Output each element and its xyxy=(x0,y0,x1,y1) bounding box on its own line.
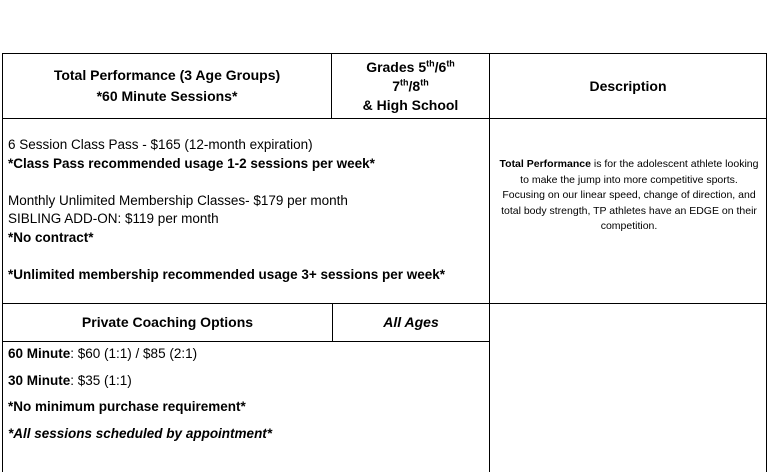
class-pass-note: *Class Pass recommended usage 1-2 sessions per week* xyxy=(8,155,375,171)
appointment-note: *All sessions scheduled by appointment* xyxy=(8,425,273,441)
option-30-minute: 30 Minute: $35 (1:1) xyxy=(8,372,132,388)
description-header-cell xyxy=(490,54,766,118)
monthly-unlimited-line: Monthly Unlimited Membership Classes- $179 per month xyxy=(8,192,348,208)
table-border-right xyxy=(766,53,767,472)
unlimited-usage-note: *Unlimited membership recommended usage 3+ sessions per week* xyxy=(8,266,446,282)
divider-header-bottom xyxy=(2,118,766,119)
private-header-cell xyxy=(3,304,332,341)
private-coaching-header: Private Coaching Options xyxy=(81,314,254,330)
private-options-cell xyxy=(8,344,486,443)
description-cell xyxy=(498,157,760,235)
sibling-addon-line: SIBLING ADD-ON: $119 per month xyxy=(8,211,219,226)
program-title: Total Performance (3 Age Groups) xyxy=(53,67,281,83)
description-text: Total Performance is for the adolescent athlete looking to make the jump into more competitive sports. Focusing on our linear speed, change of direction, and total body strength, TP athletes have an EDGE on their competition. xyxy=(499,158,759,232)
grades-line-3: & High School xyxy=(362,96,459,113)
program-title-cell xyxy=(3,54,331,118)
no-contract-note: *No contract* xyxy=(8,229,94,245)
class-pass-line: 6 Session Class Pass - $165 (12-month expiration) xyxy=(8,137,313,152)
no-minimum-note: *No minimum purchase requirement* xyxy=(8,399,246,414)
program-subtitle: *60 Minute Sessions* xyxy=(96,88,238,104)
option-60-minute: 60 Minute: $60 (1:1) / $85 (2:1) xyxy=(8,346,198,361)
grades-cell xyxy=(332,54,489,118)
grades-line-2: 7th/8th xyxy=(392,76,429,94)
private-ages-cell xyxy=(333,304,489,341)
divider-private-header-bottom xyxy=(2,341,490,342)
pricing-cell xyxy=(8,136,486,284)
spacer xyxy=(8,247,486,266)
spacer xyxy=(8,173,486,192)
grades-line-1: Grades 5th/6th xyxy=(366,57,455,75)
description-header: Description xyxy=(589,77,667,94)
private-ages-label: All Ages xyxy=(383,314,439,330)
